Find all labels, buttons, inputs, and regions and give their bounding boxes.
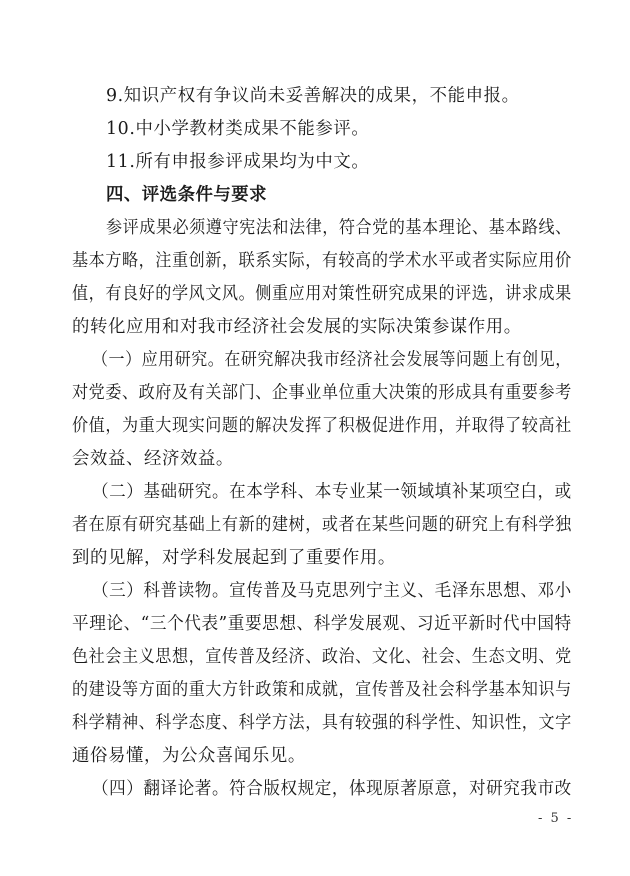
popular-science-line-4: 的建设等方面的重大方针政策和成就，宣传普及社会科学基本知识与: [72, 680, 572, 700]
popular-science-line-6: 通俗易懂，为公众喜闻乐见。: [72, 746, 306, 766]
list-item-11: 11.所有申报参评成果均为中文。: [106, 152, 370, 172]
intro-line-1: 参评成果必须遵守宪法和法律，符合党的基本理论、基本路线、: [106, 218, 572, 238]
page-number: - 5 -: [538, 811, 574, 826]
popular-science-line-3: 色社会主义思想，宣传普及经济、政治、文化、社会、生态文明、党: [72, 647, 572, 667]
list-item-9: 9.知识产权有争议尚未妥善解决的成果，不能申报。: [106, 86, 520, 106]
applied-research-line-3: 价值，为重大现实问题的解决发挥了积极促进作用，并取得了较高社: [72, 416, 572, 436]
intro-line-3: 值，有良好的学风文风。侧重应用对策性研究成果的评选，讲求成果: [72, 284, 572, 304]
basic-research-line-3: 到的见解，对学科发展起到了重要作用。: [72, 548, 396, 568]
basic-research-line-2: 者在原有研究基础上有新的建树，或者在某些问题的研究上有科学独: [72, 515, 572, 535]
translation-line-1: （四）翻译论著。符合版权规定，体现原著原意，对研究我市改: [92, 779, 572, 799]
popular-science-line-1: （三）科普读物。宣传普及马克思列宁主义、毛泽东思想、邓小: [92, 581, 572, 601]
applied-research-line-4: 会效益、经济效益。: [72, 449, 234, 469]
popular-science-line-2: 平理论、“三个代表”重要思想、科学发展观、习近平新时代中国特: [72, 614, 572, 634]
list-item-10: 10.中小学教材类成果不能参评。: [106, 119, 370, 139]
applied-research-line-2: 对党委、政府及有关部门、企事业单位重大决策的形成具有重要参考: [72, 383, 572, 403]
basic-research-line-1: （二）基础研究。在本学科、本专业某一领域填补某项空白，或: [92, 482, 572, 502]
applied-research-line-1: （一）应用研究。在研究解决我市经济社会发展等问题上有创见，: [92, 350, 572, 370]
intro-line-4: 的转化应用和对我市经济社会发展的实际决策参谋作用。: [72, 317, 522, 337]
popular-science-line-5: 科学精神、科学态度、科学方法，具有较强的科学性、知识性，文字: [72, 713, 572, 733]
section-heading: 四、评选条件与要求: [106, 185, 268, 205]
intro-line-2: 基本方略，注重创新，联系实际，有较高的学术水平或者实际应用价: [72, 251, 572, 271]
